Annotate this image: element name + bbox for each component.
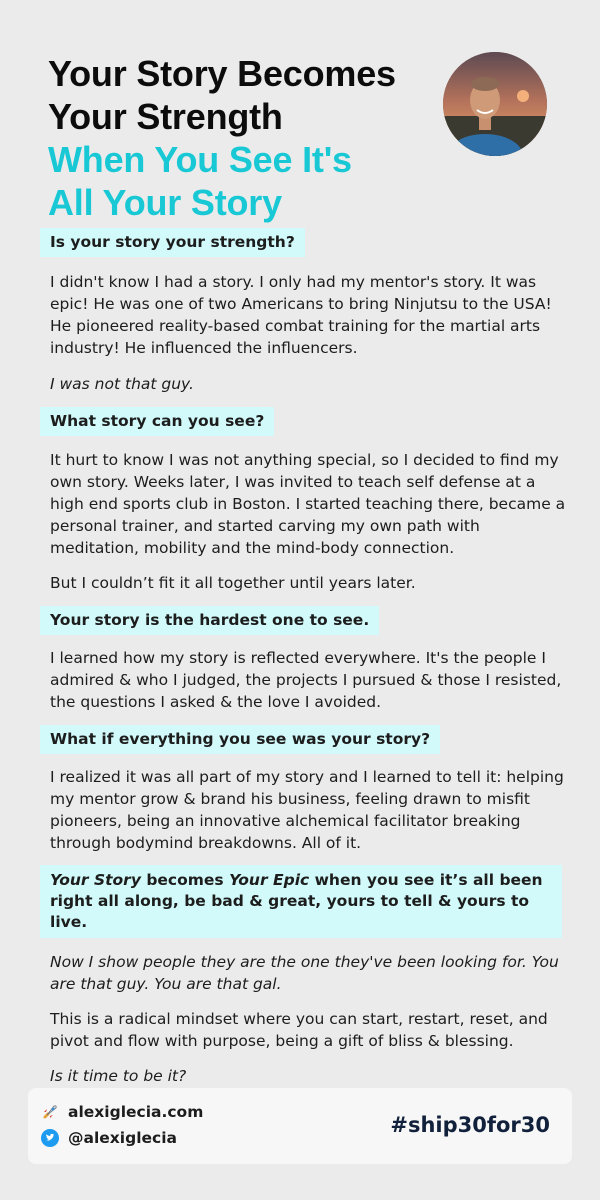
paragraph-7: Now I show people they are the one they've been looking for. You are that guy. You are that gal. — [50, 953, 559, 993]
section-heading-4: What if everything you see was your story? — [40, 725, 440, 754]
paragraph-6: I realized it was all part of my story and I learned to tell it: helping my mentor grow & brand his business, feeling drawn to misfit pioneers, being an innovative alchemical facilitator breaking through bodymind breakdowns. All of it. — [50, 768, 564, 852]
twitter-bird-icon — [40, 1128, 60, 1148]
twitter-handle: @alexiglecia — [68, 1129, 177, 1147]
callout-box — [40, 865, 562, 938]
article-body — [40, 228, 568, 1087]
twitter-link[interactable] — [40, 1128, 177, 1148]
website-link[interactable] — [40, 1102, 203, 1122]
callout-emphasis-2: Your Epic — [229, 871, 310, 889]
title-block — [48, 52, 448, 224]
title-line-4: All Your Story — [48, 182, 282, 223]
paragraph-9: Is it time to be it? — [50, 1067, 187, 1085]
section-heading-2: What story can you see? — [40, 407, 274, 436]
hashtag: #ship30for30 — [390, 1113, 550, 1137]
title-line-1: Your Story Becomes — [48, 53, 396, 94]
callout-connector: becomes — [140, 871, 230, 889]
title-line-2: Your Strength — [48, 96, 283, 137]
section-heading-1: Is your story your strength? — [40, 228, 305, 257]
callout-rest: when you see it’s all been right all along, be bad & great, yours to tell & yours to live. — [50, 871, 543, 931]
paragraph-2: I was not that guy. — [50, 375, 194, 393]
callout-emphasis-1: Your Story — [50, 871, 141, 889]
footer-card — [28, 1088, 572, 1164]
paragraph-8: This is a radical mindset where you can start, restart, reset, and pivot and flow with purpose, being a gift of bliss & blessing. — [50, 1010, 548, 1050]
paragraph-3: It hurt to know I was not anything special, so I decided to find my own story. Weeks later, I was invited to teach self defense at a high end sports club in Boston. I started teaching there, became a personal trainer, and started carving my own path with meditation, mobility and the mind-body connection. — [50, 451, 566, 557]
website-text: alexiglecia.com — [68, 1103, 204, 1121]
rocket-icon — [40, 1102, 60, 1122]
title-line-3: When You See It's — [48, 139, 352, 180]
paragraph-1: I didn't know I had a story. I only had my mentor's story. It was epic! He was one of two Americans to bring Ninjutsu to the USA! He pioneered reality-based combat training for the martial arts industry! He influenced the influencers. — [50, 273, 552, 357]
paragraph-4: But I couldn’t fit it all together until years later. — [50, 574, 416, 592]
paragraph-5: I learned how my story is reflected everywhere. It's the people I admired & who I judged, the projects I pursued & those I resisted, the questions I asked & the love I avoided. — [50, 649, 562, 711]
author-avatar — [443, 52, 547, 156]
section-heading-3: Your story is the hardest one to see. — [40, 606, 379, 635]
